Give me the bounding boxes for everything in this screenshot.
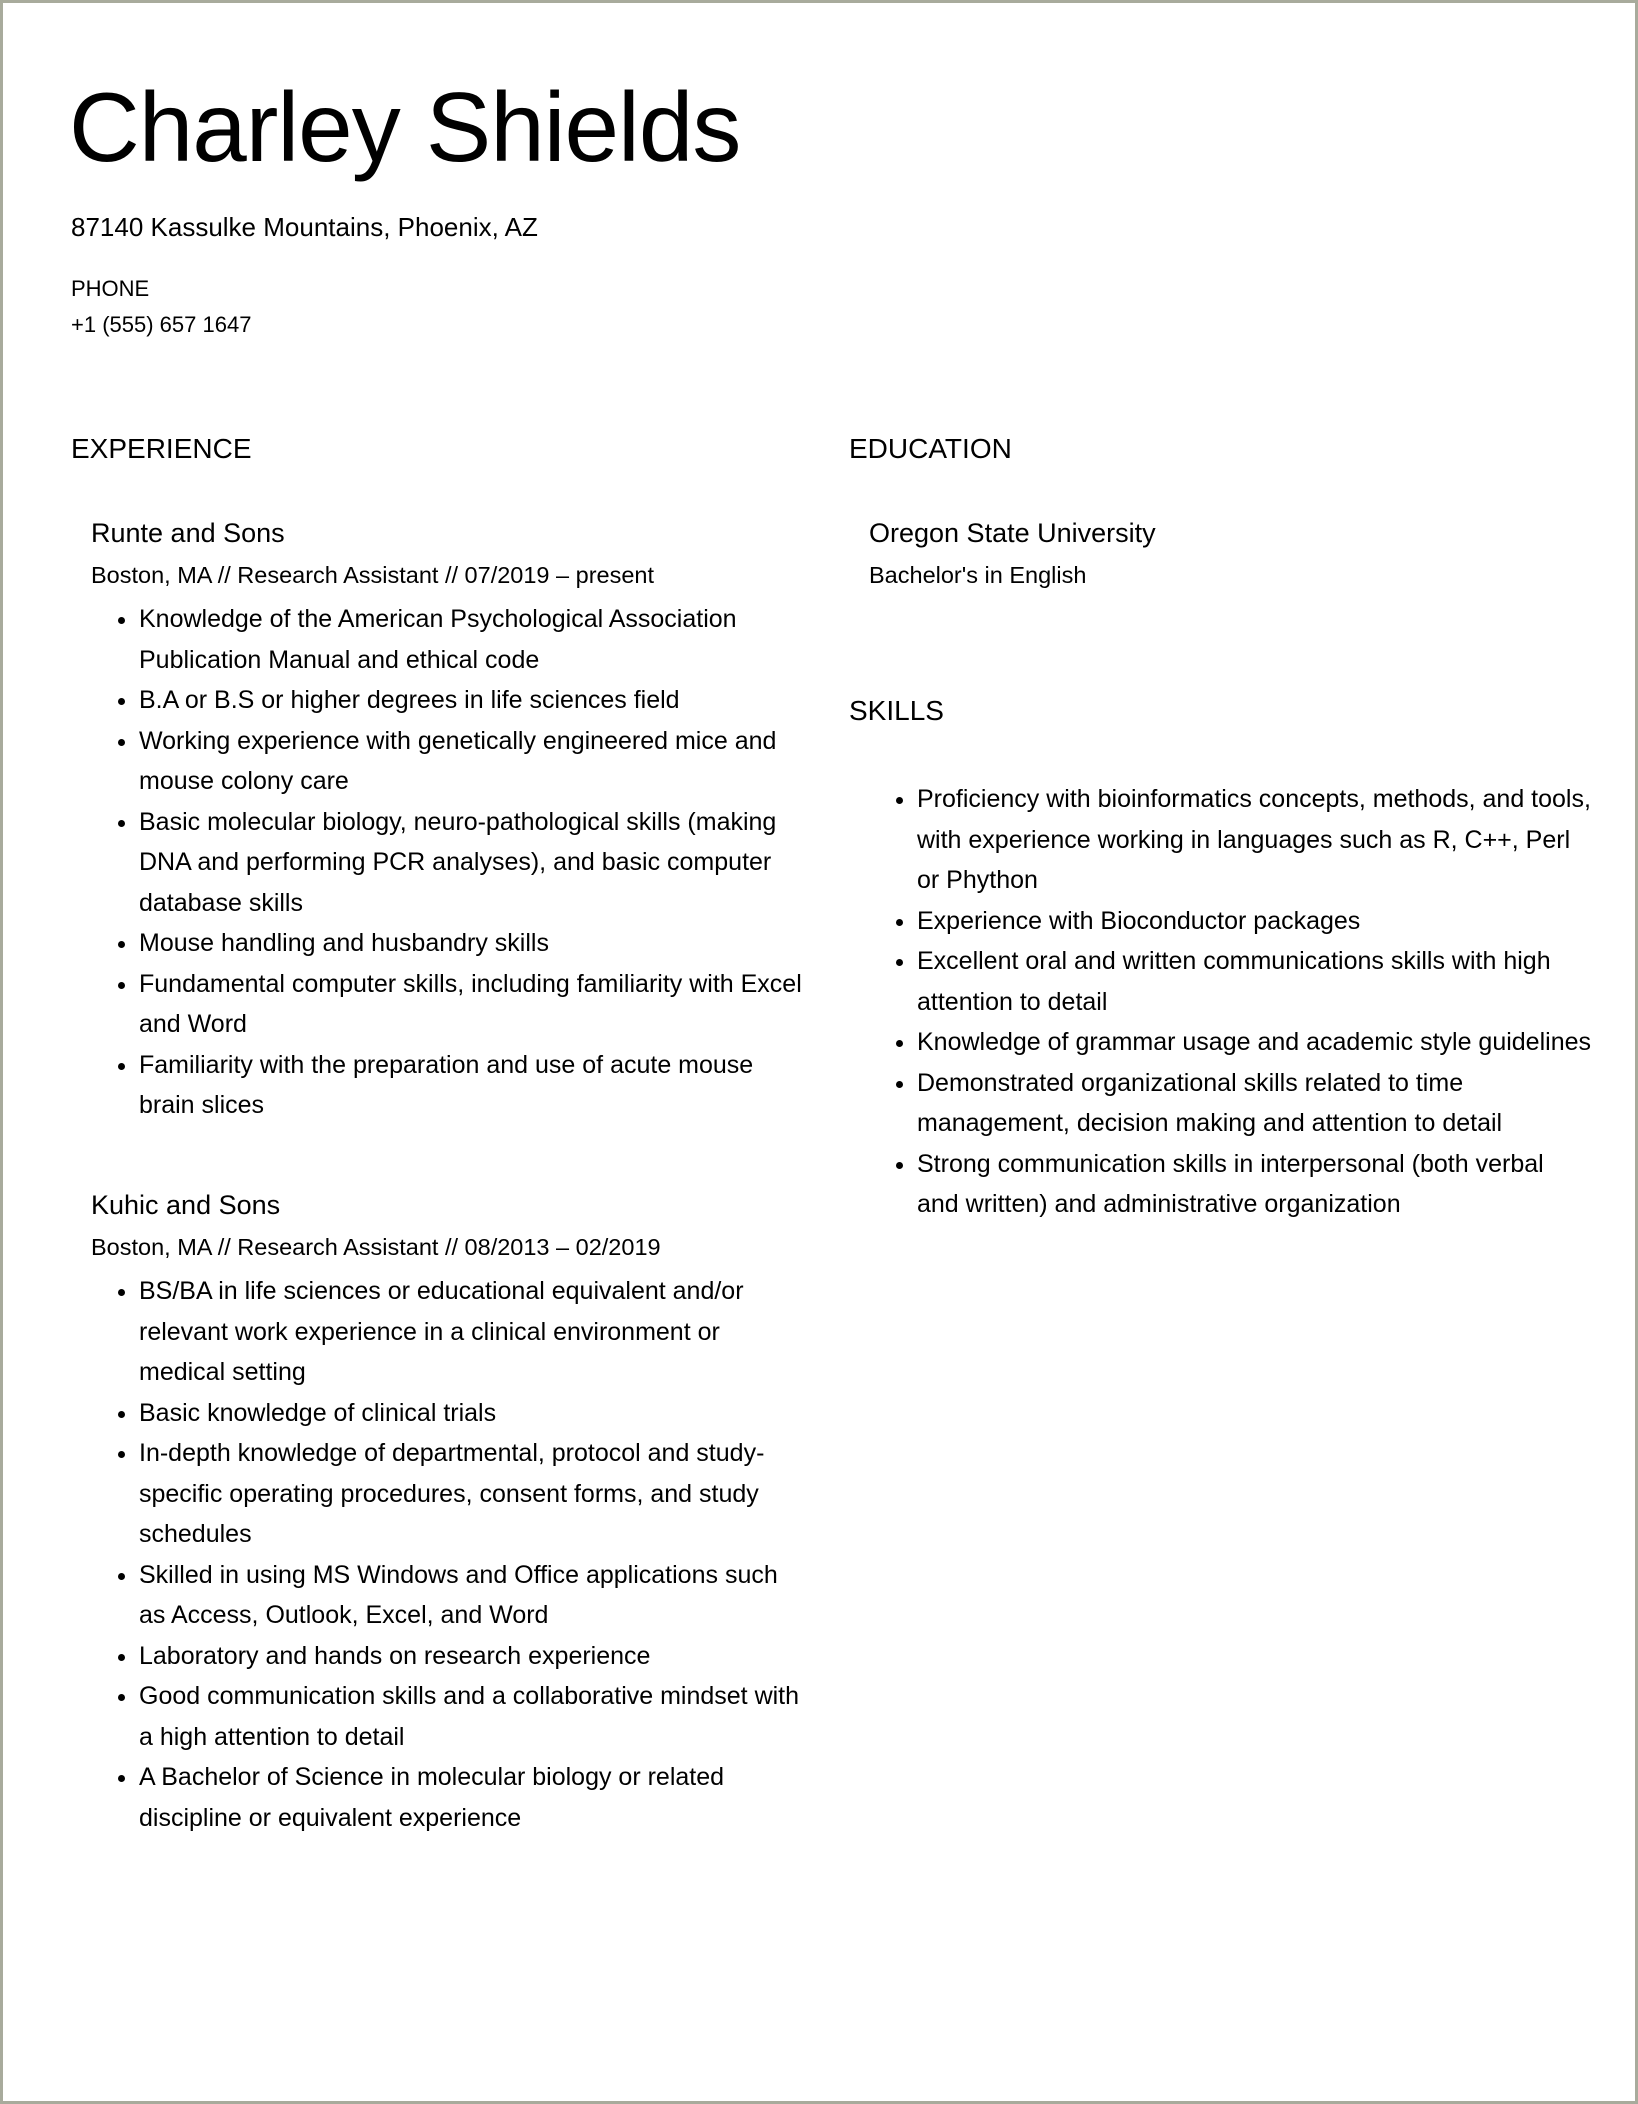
job-entry-1 (91, 515, 811, 1126)
job-bullet-list (91, 599, 811, 1126)
job-bullet: • Good communication skills and a collaborative mindset with a high attention to detail (139, 1676, 811, 1757)
skill-item: • Knowledge of grammar usage and academic style guidelines (917, 1022, 1591, 1063)
job-company: Kuhic and Sons (91, 1190, 281, 1220)
job-bullet: • Mouse handling and husbandry skills (139, 923, 811, 964)
job-bullet: • Basic knowledge of clinical trials (139, 1393, 811, 1434)
education-entry (869, 515, 1569, 591)
job-meta: Boston, MA // Research Assistant // 08/2013 – 02/2019 (91, 1234, 661, 1260)
job-bullet: • Knowledge of the American Psychological Association Publication Manual and ethical code (139, 599, 811, 680)
job-bullet: • Fundamental computer skills, including familiarity with Excel and Word (139, 964, 811, 1045)
job-meta: Boston, MA // Research Assistant // 07/2019 – present (91, 562, 655, 588)
skills-heading: SKILLS (849, 695, 944, 726)
job-company: Runte and Sons (91, 518, 285, 548)
job-bullet: • Familiarity with the preparation and use of acute mouse brain slices (139, 1045, 811, 1126)
job-entry-2 (91, 1187, 811, 1838)
education-degree: Bachelor's in English (869, 562, 1087, 588)
skill-item: • Excellent oral and written communications skills with high attention to detail (917, 941, 1591, 1022)
education-school: Oregon State University (869, 518, 1156, 548)
phone-value: +1 (555) 657 1647 (71, 312, 252, 337)
job-bullet: • Working experience with genetically engineered mice and mouse colony care (139, 721, 811, 802)
skill-item: • Experience with Bioconductor packages (917, 901, 1591, 942)
skill-item: • Demonstrated organizational skills related to time management, decision making and attention to detail (917, 1063, 1591, 1144)
skill-item: • Proficiency with bioinformatics concepts, methods, and tools, with experience working in languages such as R, C++, Perl or Phython (917, 779, 1591, 901)
job-bullet: • A Bachelor of Science in molecular biology or related discipline or equivalent experience (139, 1757, 811, 1838)
skill-item: • Strong communication skills in interpersonal (both verbal and written) and administrative organization (917, 1144, 1591, 1225)
experience-heading: EXPERIENCE (71, 433, 252, 464)
job-bullet: • Basic molecular biology, neuro-pathological skills (making DNA and performing PCR analyses), and basic computer database skills (139, 802, 811, 924)
education-heading: EDUCATION (849, 433, 1012, 464)
candidate-name: Charley Shields (69, 72, 741, 182)
address: 87140 Kassulke Mountains, Phoenix, AZ (71, 212, 538, 242)
job-bullet: • Skilled in using MS Windows and Office applications such as Access, Outlook, Excel, and Word (139, 1555, 811, 1636)
phone-label: PHONE (71, 276, 150, 301)
job-bullet: • In-depth knowledge of departmental, protocol and study-specific operating procedures, consent forms, and study schedules (139, 1433, 811, 1555)
skills-bullet-list (869, 779, 1591, 1225)
job-bullet-list (91, 1271, 811, 1838)
job-bullet: • BS/BA in life sciences or educational equivalent and/or relevant work experience in a clinical environment or medical setting (139, 1271, 811, 1393)
job-bullet: • B.A or B.S or higher degrees in life sciences field (139, 680, 811, 721)
skills-block (869, 771, 1591, 1225)
job-bullet: • Laboratory and hands on research experience (139, 1636, 811, 1677)
